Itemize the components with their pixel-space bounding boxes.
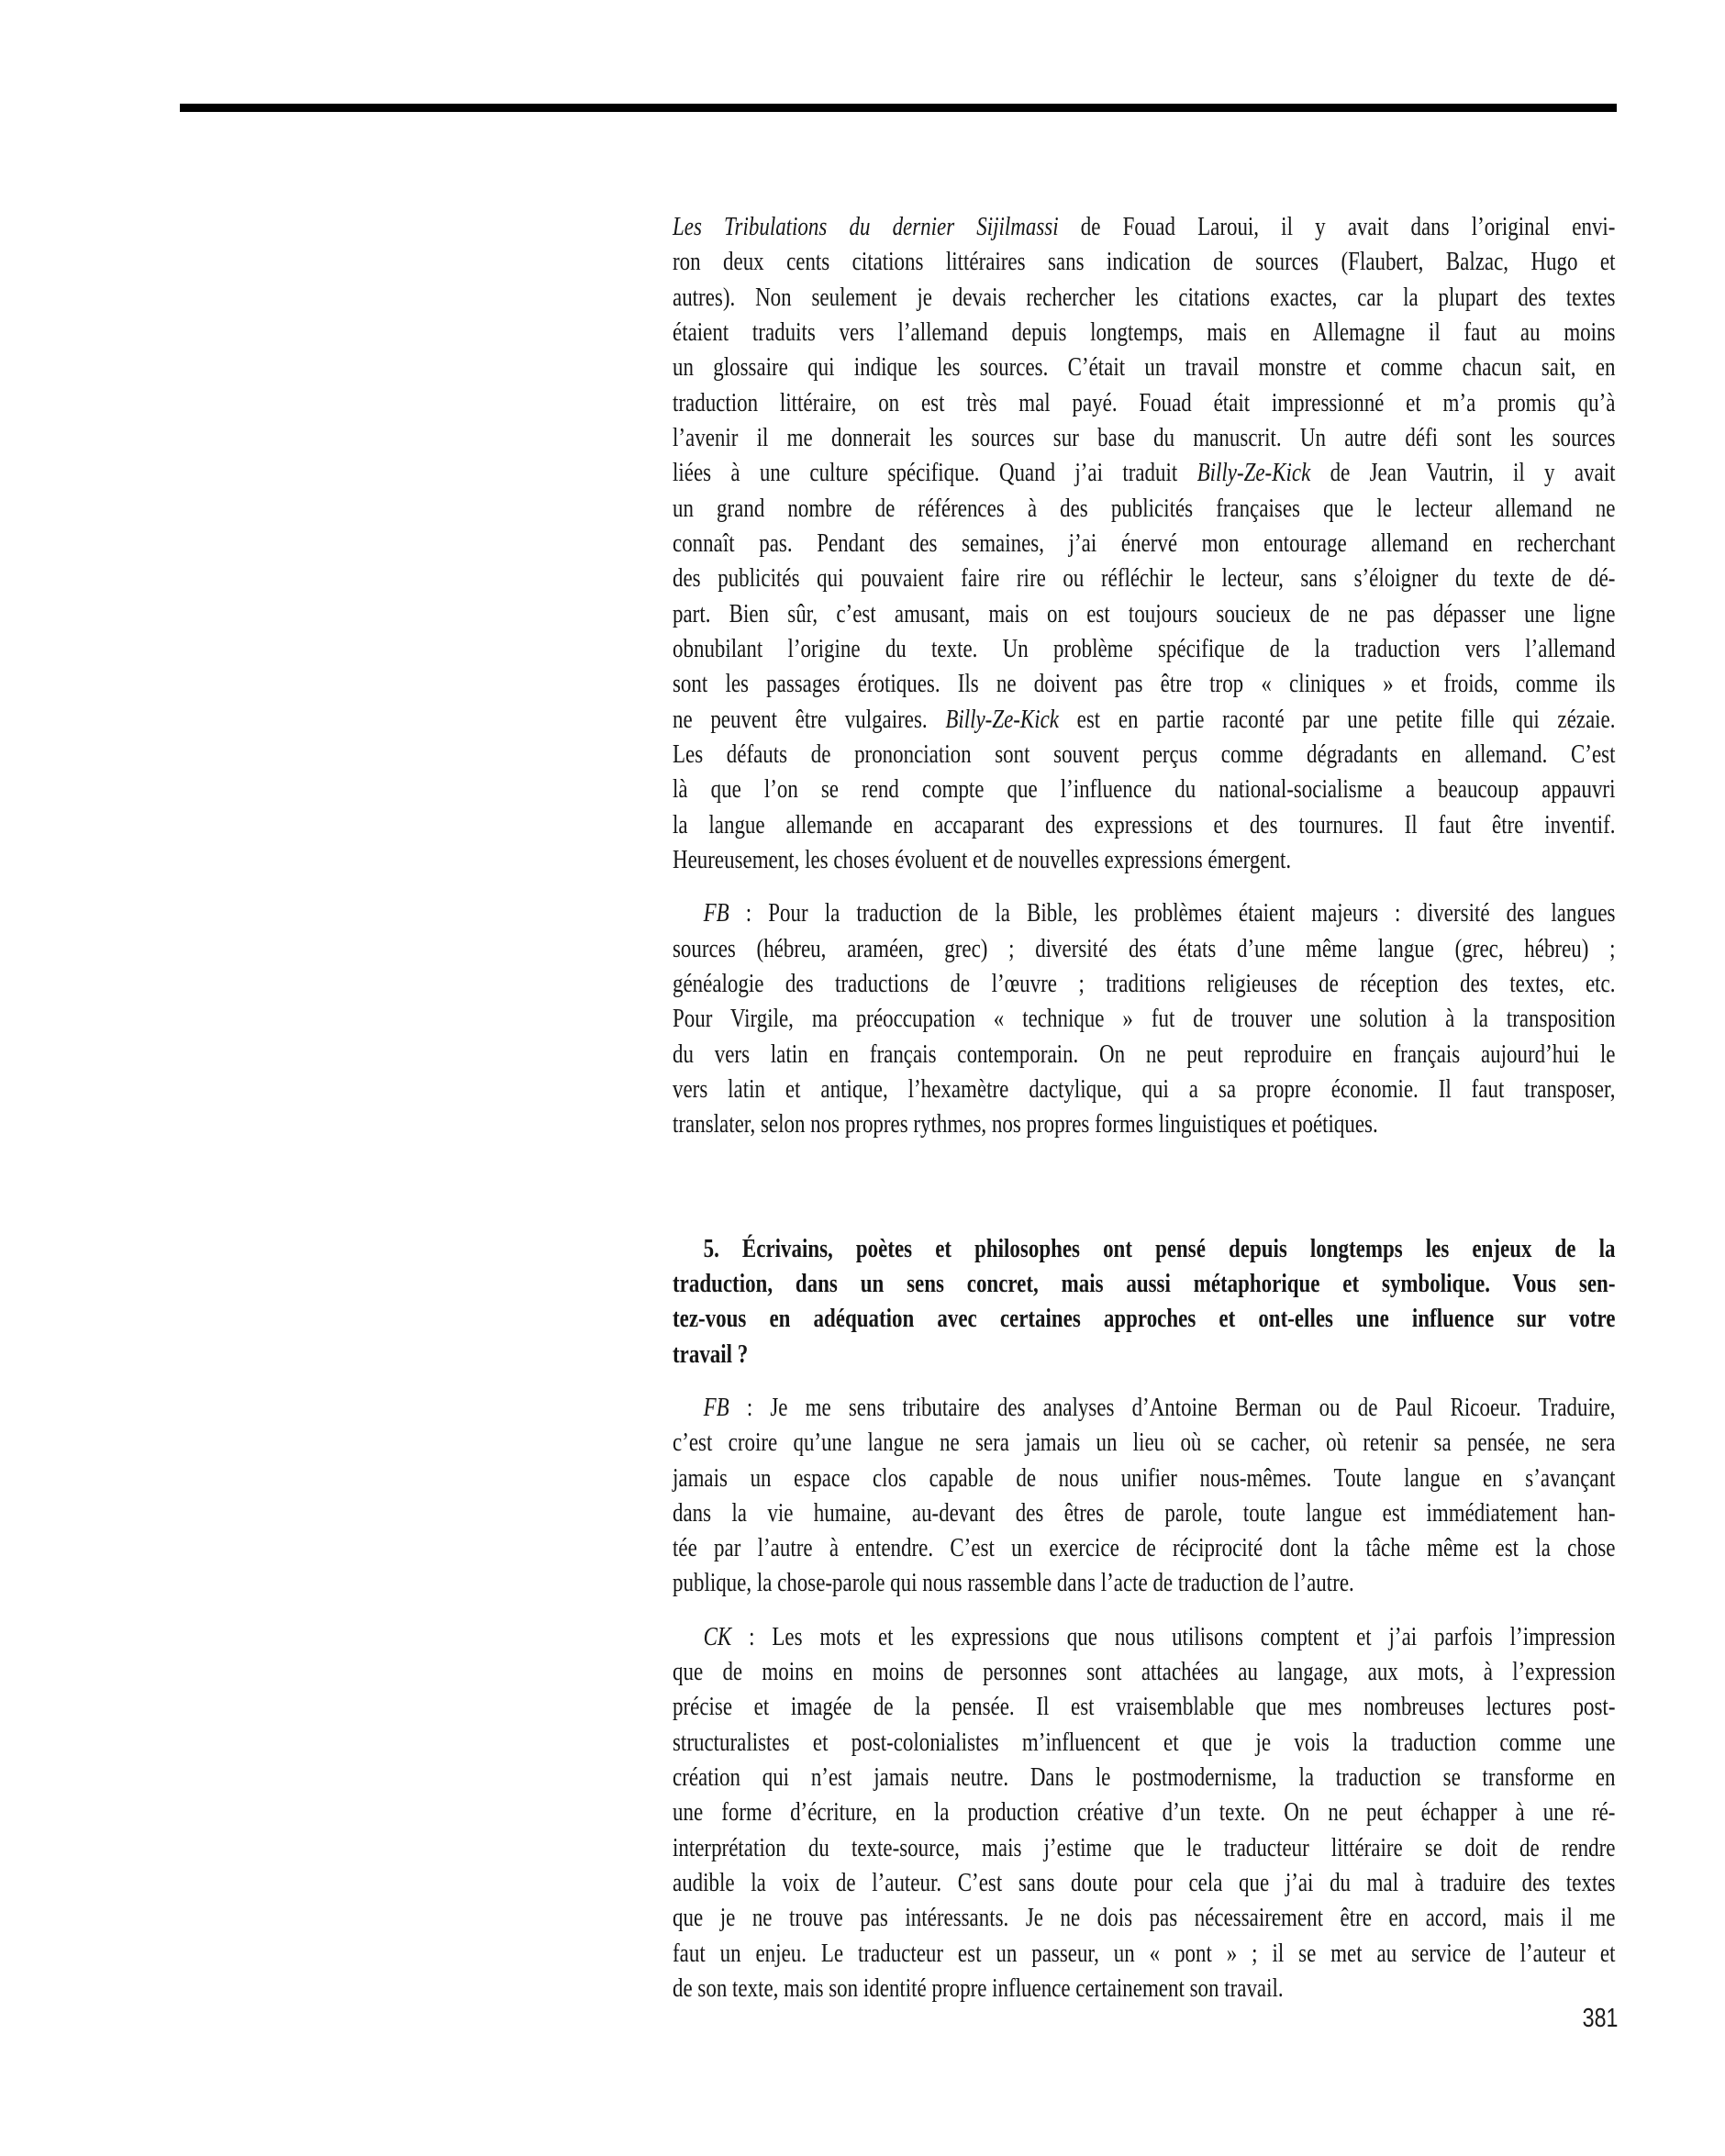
paragraph-continuation: [673, 210, 1615, 878]
text-line: de son texte, mais son identité propre influence certainement son travail.: [673, 1974, 1284, 2004]
text-line: translater, selon nos propres rythmes, nos propres formes linguistiques et poétiques.: [673, 1110, 1378, 1139]
text-line: dans la vie humaine, au-devant des êtres de parole, toute langue est immédiatement han-: [673, 1498, 1616, 1528]
page-text-column: [673, 210, 1615, 2006]
text-line: Heureusement, les choses évoluent et de nouvelles expressions émergent.: [673, 845, 1292, 874]
header-rule: [180, 104, 1617, 112]
text-line: liées à une culture spécifique. Quand j’ai traduit Billy-Ze-Kick de Jean Vautrin, il y avait: [673, 459, 1616, 488]
text-line: l’avenir il me donnerait les sources sur base du manuscrit. Un autre défi sont les sources: [673, 423, 1616, 452]
text-line: vers latin et antique, l’hexamètre dactylique, qui a sa propre économie. Il faut transposer,: [673, 1074, 1616, 1104]
text-line: la langue allemande en accaparant des expressions et des tournures. Il faut être inventif.: [673, 810, 1616, 839]
text-line: Les Tribulations du dernier Sijilmassi de Fouad Laroui, il y avait dans l’original envi-: [673, 213, 1616, 241]
text-line: là que l’on se rend compte que l’influence du national-socialisme a beaucoup appauvri: [673, 775, 1616, 805]
text-line: c’est croire qu’une langue ne sera jamais un lieu où se cacher, où retenir sa pensée, ne sera: [673, 1428, 1616, 1458]
text-line: 5. Écrivains, poètes et philosophes ont pensé depuis longtemps les enjeux de la: [703, 1234, 1616, 1263]
text-line: que de moins en moins de personnes sont attachées au langage, aux mots, à l’expression: [673, 1658, 1616, 1687]
paragraph-fb-bible: [673, 896, 1615, 1142]
text-line: des publicités qui pouvaient faire rire ou réfléchir le lecteur, sans s’éloigner du texte de dé-: [673, 564, 1616, 594]
text-line: sont les passages érotiques. Ils ne doivent pas être trop « cliniques » et froids, comme ils: [673, 670, 1616, 699]
text-line: Les défauts de prononciation sont souvent perçus comme dégradants en allemand. C’est: [673, 739, 1616, 769]
text-line: ne peuvent être vulgaires. Billy-Ze-Kick est en partie raconté par une petite fille qui zézaie.: [673, 705, 1616, 734]
text-line: Pour Virgile, ma préoccupation « technique » fut de trouver une solution à la transposition: [673, 1005, 1616, 1034]
text-line: une forme d’écriture, en la production créative d’un texte. On ne peut échapper à une ré-: [673, 1798, 1616, 1828]
text-line: structuralistes et post-colonialistes m’influencent et que je vois la traduction comme une: [673, 1728, 1616, 1757]
page-number: 381: [1582, 2004, 1618, 2033]
paragraph-ck: [673, 1620, 1615, 2007]
text-line: généalogie des traductions de l’œuvre ; traditions religieuses de réception des textes, etc.: [673, 969, 1616, 998]
text-line: ron deux cents citations littéraires sans indication de sources (Flaubert, Balzac, Hugo et: [673, 248, 1616, 277]
text-line: traduction littéraire, on est très mal payé. Fouad était impressionné et m’a promis qu’à: [673, 388, 1616, 417]
text-line: étaient traduits vers l’allemand depuis longtemps, mais en Allemagne il faut au moins: [673, 317, 1616, 347]
text-line: CK : Les mots et les expressions que nous utilisons comptent et j’ai parfois l’impression: [703, 1622, 1616, 1651]
text-line: obnubilant l’origine du texte. Un problème spécifique de la traduction vers l’allemand: [673, 634, 1616, 663]
text-line: FB : Pour la traduction de la Bible, les problèmes étaient majeurs : diversité des langues: [703, 899, 1616, 928]
text-line: FB : Je me sens tributaire des analyses d’Antoine Berman ou de Paul Ricoeur. Traduire,: [703, 1393, 1616, 1422]
text-line: faut un enjeu. Le traducteur est un passeur, un « pont » ; il se met au service de l’auteur et: [673, 1939, 1616, 1968]
text-line: part. Bien sûr, c’est amusant, mais on est toujours soucieux de ne pas dépasser une ligne: [673, 599, 1616, 628]
text-line: tez-vous en adéquation avec certaines approches et ont-elles une influence sur votre: [673, 1305, 1616, 1334]
text-line: que je ne trouve pas intéressants. Je ne dois pas nécessairement être en accord, mais il me: [673, 1904, 1616, 1933]
text-line: un grand nombre de références à des publicités françaises que le lecteur allemand ne: [673, 494, 1616, 523]
text-line: sources (hébreu, araméen, grec) ; diversité des états d’une même langue (grec, hébreu) ;: [673, 934, 1616, 963]
text-line: un glossaire qui indique les sources. C’était un travail monstre et comme chacun sait, en: [673, 353, 1616, 383]
text-line: du vers latin en français contemporain. On ne peut reproduire en français aujourd’hui le: [673, 1039, 1616, 1069]
text-line: traduction, dans un sens concret, mais aussi métaphorique et symbolique. Vous sen-: [673, 1269, 1616, 1298]
text-line: travail ?: [673, 1339, 749, 1369]
text-line: publique, la chose-parole qui nous rassemble dans l’acte de traduction de l’autre.: [673, 1569, 1354, 1598]
text-line: audible la voix de l’auteur. C’est sans doute pour cela que j’ai du mal à traduire des textes: [673, 1869, 1616, 1898]
text-line: connaît pas. Pendant des semaines, j’ai énervé mon entourage allemand en recherchant: [673, 528, 1616, 558]
text-line: tée par l’autre à entendre. C’est un exercice de réciprocité dont la tâche même est la chose: [673, 1534, 1616, 1563]
text-line: autres). Non seulement je devais rechercher les citations exactes, car la plupart des textes: [673, 283, 1616, 312]
paragraph-fb-berman: [673, 1391, 1615, 1602]
text-line: création qui n’est jamais neutre. Dans le postmodernisme, la traduction se transforme en: [673, 1763, 1616, 1793]
text-line: jamais un espace clos capable de nous unifier nous-mêmes. Toute langue en s’avançant: [673, 1463, 1616, 1493]
text-line: précise et imagée de la pensée. Il est vraisemblable que mes nombreuses lectures post-: [673, 1693, 1616, 1722]
text-line: interprétation du texte-source, mais j’estime que le traducteur littéraire se doit de rendre: [673, 1833, 1616, 1862]
question-heading-5: [673, 1232, 1615, 1373]
